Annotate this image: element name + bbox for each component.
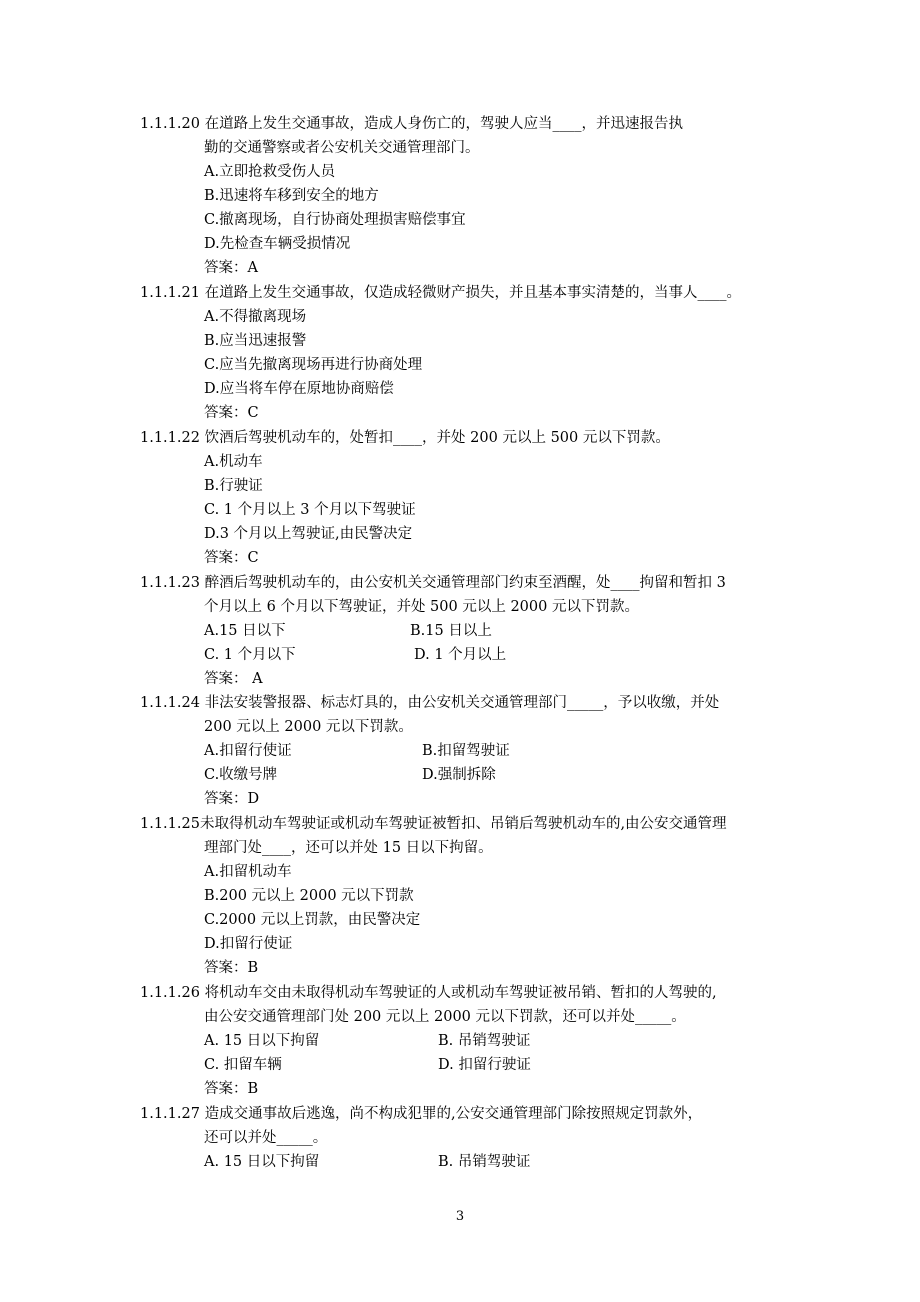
question-stem: 1.1.1.22 饮酒后驾驶机动车的，处暂扣____，并处 200 元以上 500 元以下罚款。 <box>140 430 670 446</box>
option-a: A.机动车 <box>204 454 263 470</box>
answer: 答案：A <box>204 260 258 276</box>
answer: 答案：B <box>204 1081 259 1097</box>
question-stem-continued: 个月以上 6 个月以下驾驶证，并处 500 元以上 2000 元以下罚款。 <box>204 599 639 615</box>
option-a: A.不得撤离现场 <box>204 309 307 325</box>
option-d: D.3 个月以上驾驶证,由民警决定 <box>204 526 413 542</box>
option-d: D. 扣留行驶证 <box>438 1057 531 1073</box>
option-c: C. 扣留车辆 <box>204 1057 282 1073</box>
option-c: C.收缴号牌 <box>204 767 278 783</box>
option-c: C. 1 个月以上 3 个月以下驾驶证 <box>204 502 416 518</box>
question-stem: 1.1.1.21 在道路上发生交通事故，仅造成轻微财产损失，并且基本事实清楚的，当事人____。 <box>140 285 742 301</box>
option-b: B.迅速将车移到安全的地方 <box>204 188 379 204</box>
option-b: B.200 元以上 2000 元以下罚款 <box>204 888 414 904</box>
option-a: A.扣留行使证 <box>204 743 292 759</box>
answer: 答案：D <box>204 791 260 807</box>
option-b: B.15 日以上 <box>410 623 492 639</box>
option-b: B. 吊销驾驶证 <box>438 1033 531 1049</box>
option-d: D.应当将车停在原地协商赔偿 <box>204 381 394 397</box>
option-c: C. 1 个月以下 <box>204 647 296 663</box>
option-c: C.应当先撤离现场再进行协商处理 <box>204 357 423 373</box>
answer: 答案：C <box>204 405 259 421</box>
option-a: A. 15 日以下拘留 <box>204 1154 320 1170</box>
option-a: A. 15 日以下拘留 <box>204 1033 320 1049</box>
question-stem: 1.1.1.23 醉酒后驾驶机动车的，由公安机关交通管理部门约束至酒醒，处____拘留和暂扣 3 <box>140 575 726 591</box>
option-d: D.强制拆除 <box>422 767 496 783</box>
option-d: D.扣留行使证 <box>204 936 293 952</box>
option-c: C.2000 元以上罚款，由民警决定 <box>204 912 421 928</box>
question-stem-continued: 理部门处____，还可以并处 15 日以下拘留。 <box>204 840 493 856</box>
page-number: 3 <box>455 1209 465 1224</box>
option-c: C.撤离现场，自行协商处理损害赔偿事宜 <box>204 212 466 228</box>
option-b: B.行驶证 <box>204 478 263 494</box>
question-stem: 1.1.1.27 造成交通事故后逃逸，尚不构成犯罪的,公安交通管理部门除按照规定罚款外， <box>140 1106 703 1122</box>
question-stem-continued: 由公安交通管理部门处 200 元以上 2000 元以下罚款，还可以并处_____。 <box>204 1009 686 1025</box>
option-a: A.扣留机动车 <box>204 864 292 880</box>
answer: 答案：C <box>204 550 259 566</box>
option-a: A.立即抢救受伤人员 <box>204 164 336 180</box>
question-stem: 1.1.1.24 非法安装警报器、标志灯具的，由公安机关交通管理部门_____，予以收缴，并处 <box>140 695 720 711</box>
question-stem-continued: 勤的交通警察或者公安机关交通管理部门。 <box>204 140 480 156</box>
question-stem: 1.1.1.25未取得机动车驾驶证或机动车驾驶证被暂扣、吊销后驾驶机动车的,由公安交通管理 <box>140 816 727 832</box>
option-b: B.应当迅速报警 <box>204 333 307 349</box>
option-d: D.先检查车辆受损情况 <box>204 236 351 252</box>
question-stem: 1.1.1.26 将机动车交由未取得机动车驾驶证的人或机动车驾驶证被吊销、暂扣的人驾驶的, <box>140 985 717 1001</box>
answer: 答案：B <box>204 960 259 976</box>
option-b: B. 吊销驾驶证 <box>438 1154 531 1170</box>
question-stem-continued: 还可以并处_____。 <box>204 1130 328 1146</box>
option-d: D. 1 个月以上 <box>414 647 507 663</box>
option-b: B.扣留驾驶证 <box>422 743 510 759</box>
question-stem: 1.1.1.20 在道路上发生交通事故，造成人身伤亡的，驾驶人应当____，并迅速报告执 <box>140 116 684 132</box>
option-a: A.15 日以下 <box>204 623 286 639</box>
answer: 答案： A <box>204 671 263 687</box>
question-stem-continued: 200 元以上 2000 元以下罚款。 <box>204 719 413 735</box>
